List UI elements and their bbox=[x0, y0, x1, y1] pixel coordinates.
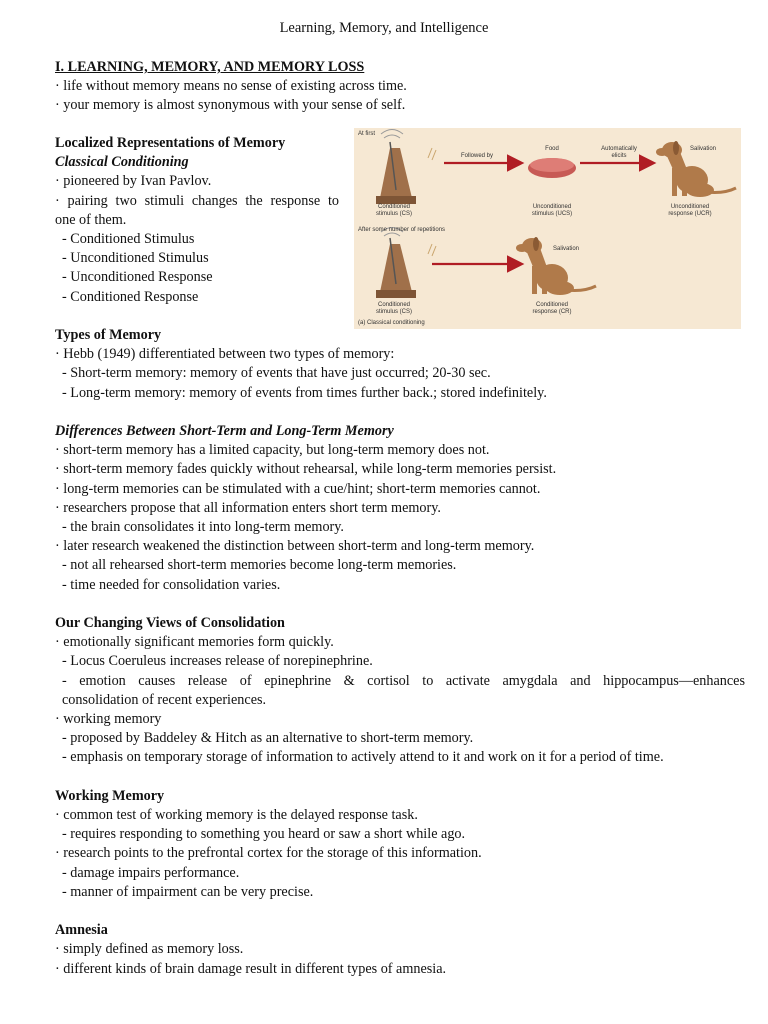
metronome-icon bbox=[376, 228, 436, 299]
bullet-line: · long-term memories can be stimulated with a cue/hint; short-term memories cannot. bbox=[55, 480, 541, 497]
list-item: - Unconditioned Stimulus bbox=[62, 250, 209, 267]
section-heading: Types of Memory bbox=[55, 327, 162, 344]
section-heading: Amnesia bbox=[55, 922, 108, 939]
list-item: - Conditioned Stimulus bbox=[62, 231, 195, 248]
bullet-line: · life without memory means no sense of existing across time. bbox=[55, 78, 407, 95]
ucs-label: Unconditioned stimulus (UCS) bbox=[531, 204, 573, 217]
list-item: - Conditioned Response bbox=[62, 288, 199, 305]
bullet-line: · pairing two stimuli changes the response to bbox=[55, 192, 339, 209]
ucr-label: Unconditioned response (UCR) bbox=[668, 204, 712, 217]
bullet-line: · common test of working memory is the delayed response task. bbox=[55, 807, 418, 824]
food-icon bbox=[528, 158, 576, 178]
subsection-heading: Classical Conditioning bbox=[55, 154, 189, 171]
bullet-line: · different kinds of brain damage result in different types of amnesia. bbox=[55, 960, 447, 977]
section-heading: Differences Between Short-Term and Long-Term Memory bbox=[55, 423, 394, 440]
list-item: - requires responding to something you heard or saw a short while ago. bbox=[62, 826, 466, 843]
bullet-line: · working memory bbox=[55, 711, 162, 728]
bullet-line: · simply defined as memory loss. bbox=[55, 941, 244, 958]
list-item: - emphasis on temporary storage of information to actively attend to it and work on it for a period of time. bbox=[62, 749, 664, 766]
list-item: - proposed by Baddeley & Hitch as an alternative to short-term memory. bbox=[62, 730, 474, 747]
bullet-line: · researchers propose that all information enters short term memory. bbox=[55, 499, 441, 516]
list-item: - not all rehearsed short-term memories become long-term memories. bbox=[62, 557, 457, 574]
bullet-line: · Hebb (1949) differentiated between two types of memory: bbox=[55, 346, 395, 363]
section-heading: Localized Representations of Memory bbox=[55, 135, 286, 151]
list-item: - damage impairs performance. bbox=[62, 864, 240, 881]
bullet-line: · your memory is almost synonymous with your sense of self. bbox=[55, 97, 406, 114]
list-item: - manner of impairment can be very precise. bbox=[62, 883, 314, 900]
followed-by-label: Followed by bbox=[460, 153, 493, 159]
at-first-label: At first bbox=[358, 131, 376, 137]
food-label: Food bbox=[545, 146, 559, 152]
cs-label: Conditioned stimulus (CS) bbox=[375, 204, 412, 217]
bullet-line-continued: one of them. bbox=[55, 211, 127, 228]
list-item: - the brain consolidates it into long-term memory. bbox=[62, 519, 344, 536]
list-item-continued: consolidation of recent experiences. bbox=[62, 691, 267, 708]
bullet-line: · later research weakened the distinction between short-term and long-term memory. bbox=[55, 538, 535, 555]
after-repetitions-label: After some number of repetitions bbox=[358, 227, 446, 233]
list-item: - Long-term memory: memory of events from times further back.; stored indefinitely. bbox=[62, 384, 547, 401]
bullet-line: · short-term memory fades quickly without rehearsal, while long-term memories persist. bbox=[55, 461, 557, 478]
metronome-icon bbox=[376, 130, 436, 205]
section-heading: Our Changing Views of Consolidation bbox=[55, 615, 285, 632]
list-item: - Locus Coeruleus increases release of norepinephrine. bbox=[62, 653, 373, 670]
salivation-label: Salivation bbox=[689, 146, 716, 152]
bullet-line: · pioneered by Ivan Pavlov. bbox=[55, 173, 212, 190]
list-item: - time needed for consolidation varies. bbox=[62, 576, 281, 593]
bullet-line: · short-term memory has a limited capacity, but long-term memory does not. bbox=[55, 442, 490, 459]
list-item: - Unconditioned Response bbox=[62, 269, 213, 286]
section-heading: I. LEARNING, MEMORY, AND MEMORY LOSS bbox=[55, 59, 365, 75]
cs-label: Conditioned stimulus (CS) bbox=[375, 302, 412, 315]
page-title: Learning, Memory, and Intelligence bbox=[279, 20, 489, 36]
bullet-line: · research points to the prefrontal cortex for the storage of this information. bbox=[55, 845, 482, 862]
classical-conditioning-figure bbox=[354, 128, 741, 329]
figure-caption: (a) Classical conditioning bbox=[358, 320, 425, 326]
cr-label: Conditioned response (CR) bbox=[532, 302, 572, 315]
salivation-label: Salivation bbox=[552, 246, 579, 252]
section-learning-memory bbox=[55, 58, 745, 116]
list-item: - Short-term memory: memory of events that have just occurred; 20-30 sec. bbox=[62, 365, 491, 382]
section-heading: Working Memory bbox=[55, 787, 165, 804]
bullet-line: · emotionally significant memories form quickly. bbox=[55, 634, 334, 651]
list-item: - emotion causes release of epinephrine & cortisol to activate amygdala and hippocampus—enhances bbox=[62, 672, 745, 689]
auto-elicits-label: Automatically elicits bbox=[601, 146, 637, 159]
